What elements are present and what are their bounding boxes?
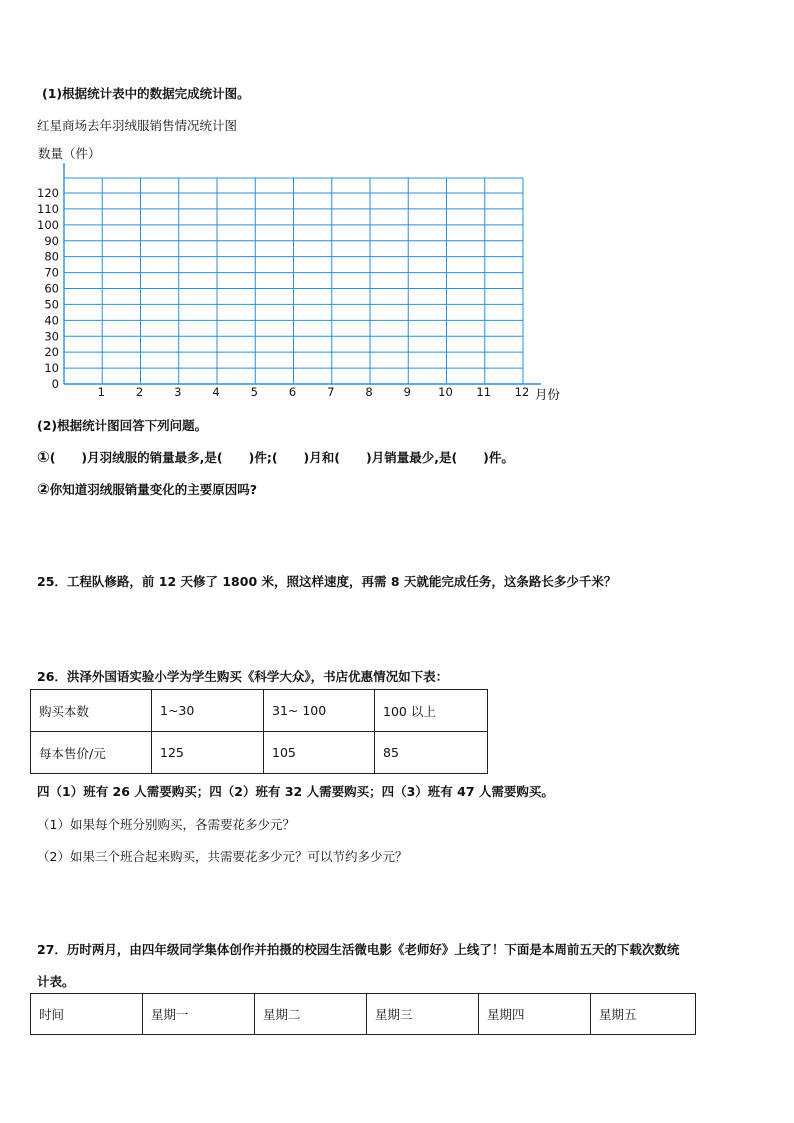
y-tick-label: 110 — [37, 201, 59, 216]
y-tick-label: 40 — [44, 313, 59, 328]
circled-1-marker: ① — [37, 448, 50, 466]
circled-2-marker: ② — [37, 480, 50, 498]
table-cell: 购买本数 — [31, 690, 152, 732]
x-tick-label: 1 — [97, 385, 105, 399]
table-cell: 每本售价/元 — [31, 732, 152, 774]
price-table — [30, 689, 488, 774]
y-tick-label: 20 — [44, 345, 59, 360]
q27-line1: 27．历时两月，由四年级同学集体创作并拍摄的校园生活微电影《老师好》上线了！下面是本周前五天的下载次数统 — [37, 942, 680, 957]
q24-sub2: ②你知道羽绒服销量变化的主要原因吗? — [37, 480, 257, 498]
y-tick-label: 100 — [37, 217, 59, 232]
table-header-cell: 星期五 — [591, 994, 696, 1035]
table-row — [31, 994, 696, 1035]
q26-info: 四（1）班有 26 人需要购买；四（2）班有 32 人需要购买；四（3）班有 47 人需要购买。 — [37, 784, 554, 799]
table-header-cell: 星期三 — [367, 994, 479, 1035]
y-tick-label: 0 — [51, 377, 59, 391]
x-tick-label: 2 — [135, 385, 144, 399]
x-tick-label: 6 — [288, 385, 297, 399]
table-header-cell: 时间 — [31, 994, 143, 1035]
y-tick-label: 90 — [44, 233, 59, 248]
y-tick-label: 60 — [44, 281, 59, 296]
x-tick-label: 4 — [212, 385, 220, 399]
q24-part1: (1)根据统计表中的数据完成统计图。 — [42, 86, 250, 101]
q26-sub1: （1）如果每个班分别购买，各需要花多少元？ — [37, 817, 295, 832]
chart-ylabel: 数量（件） — [38, 146, 101, 161]
y-tick-label: 50 — [44, 297, 59, 312]
x-tick-label: 8 — [365, 385, 373, 399]
table-cell: 100 以上 — [375, 690, 488, 732]
x-tick-label: 12 — [514, 385, 530, 399]
chart-title: 红星商场去年羽绒服销售情况统计图 — [37, 118, 238, 133]
q24-sub1: ①( )月羽绒服的销量最多,是( )件;( )月和( )月销量最少,是( )件。 — [37, 448, 514, 466]
table-header-cell: 星期一 — [143, 994, 255, 1035]
x-tick-label: 5 — [250, 385, 258, 399]
x-tick-label: 3 — [174, 385, 182, 399]
y-tick-label: 120 — [37, 186, 59, 200]
x-tick-labels — [98, 385, 530, 399]
q24-part2: (2)根据统计图回答下列问题。 — [37, 418, 208, 433]
table-header-cell: 星期二 — [255, 994, 367, 1035]
table-row — [31, 690, 488, 732]
x-tick-label: 9 — [403, 385, 411, 399]
x-tick-label: 7 — [327, 385, 335, 399]
table-cell: 125 — [152, 732, 264, 774]
q27-line2: 计表。 — [37, 974, 75, 989]
table-cell: 105 — [264, 732, 375, 774]
y-tick-label: 70 — [44, 265, 59, 280]
table-row — [31, 732, 488, 774]
chart-grid — [64, 178, 523, 384]
table-cell: 31~ 100 — [264, 690, 375, 732]
table-cell: 1~30 — [152, 690, 264, 732]
download-table — [30, 993, 696, 1035]
chart-axes — [64, 163, 541, 384]
q26-text: 26．洪泽外国语实验小学为学生购买《科学大众》，书店优惠情况如下表： — [37, 669, 449, 684]
y-tick-labels — [37, 186, 59, 391]
q26-sub2: （2）如果三个班合起来购买，共需要花多少元？可以节约多少元？ — [37, 849, 408, 864]
x-tick-label: 10 — [438, 385, 453, 399]
y-tick-label: 10 — [44, 361, 59, 376]
y-tick-label: 80 — [44, 249, 59, 264]
x-tick-label: 11 — [476, 385, 492, 399]
y-tick-label: 30 — [44, 329, 59, 344]
chart-xlabel: 月份 — [535, 387, 561, 402]
table-cell: 85 — [375, 732, 488, 774]
table-header-cell: 星期四 — [479, 994, 591, 1035]
q25-text: 25．工程队修路，前 12 天修了 1800 米，照这样速度，再需 8 天就能完成任务，这条路长多少千米？ — [37, 574, 617, 589]
